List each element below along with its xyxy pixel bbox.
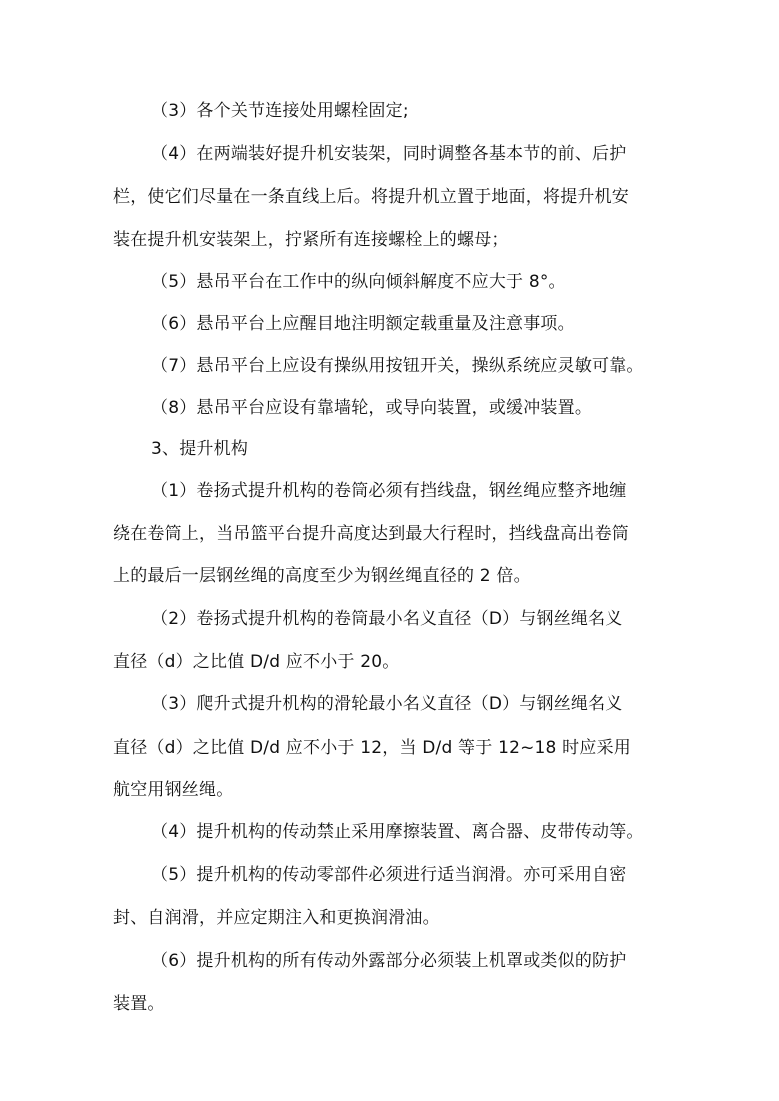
- text-line: （5）悬吊平台在工作中的纵向倾斜解度不应大于 8°。: [151, 272, 566, 292]
- text-line: 栏，使它们尽量在一条直线上后。将提升机立置于地面，将提升机安: [113, 187, 629, 207]
- text-line: （4）提升机构的传动禁止采用摩擦装置、离合器、皮带传动等。: [151, 822, 644, 842]
- text-line: 装置。: [113, 994, 165, 1014]
- text-line: 绕在卷筒上，当吊篮平台提升高度达到最大行程时，挡线盘高出卷筒: [113, 524, 629, 544]
- text-line: 航空用钢丝绳。: [113, 780, 234, 800]
- section-heading: 3、提升机构: [151, 439, 249, 459]
- text-line: 直径（d）之比值 D/d 应不小于 12，当 D/d 等于 12~18 时应采用: [113, 738, 631, 758]
- text-line: （3）各个关节连接处用螺栓固定;: [151, 101, 409, 121]
- text-line: （3）爬升式提升机构的滑轮最小名义直径（D）与钢丝绳名义: [151, 694, 623, 714]
- text-line: （8）悬吊平台应设有靠墙轮，或导向装置，或缓冲装置。: [151, 398, 593, 418]
- text-line: （2）卷扬式提升机构的卷筒最小名义直径（D）与钢丝绳名义: [151, 609, 623, 629]
- text-line: （6）提升机构的所有传动外露部分必须装上机罩或类似的防护: [151, 951, 627, 971]
- text-line: （1）卷扬式提升机构的卷筒必须有挡线盘，钢丝绳应整齐地缠: [151, 481, 627, 501]
- text-line: 封、自润滑，并应定期注入和更换润滑油。: [113, 908, 440, 928]
- text-line: 装在提升机安装架上，拧紧所有连接螺栓上的螺母；: [113, 230, 509, 250]
- text-line: 直径（d）之比值 D/d 应不小于 20。: [113, 652, 400, 672]
- text-line: （6）悬吊平台上应醒目地注明额定载重量及注意事项。: [151, 314, 575, 334]
- text-line: （7）悬吊平台上应设有操纵用按钮开关，操纵系统应灵敏可靠。: [151, 356, 644, 376]
- text-line: （4）在两端装好提升机安装架，同时调整各基本节的前、后护: [151, 144, 627, 164]
- text-line: 上的最后一层钢丝绳的高度至少为钢丝绳直径的 2 倍。: [113, 566, 531, 586]
- text-line: （5）提升机构的传动零部件必须进行适当润滑。亦可采用自密: [151, 865, 627, 885]
